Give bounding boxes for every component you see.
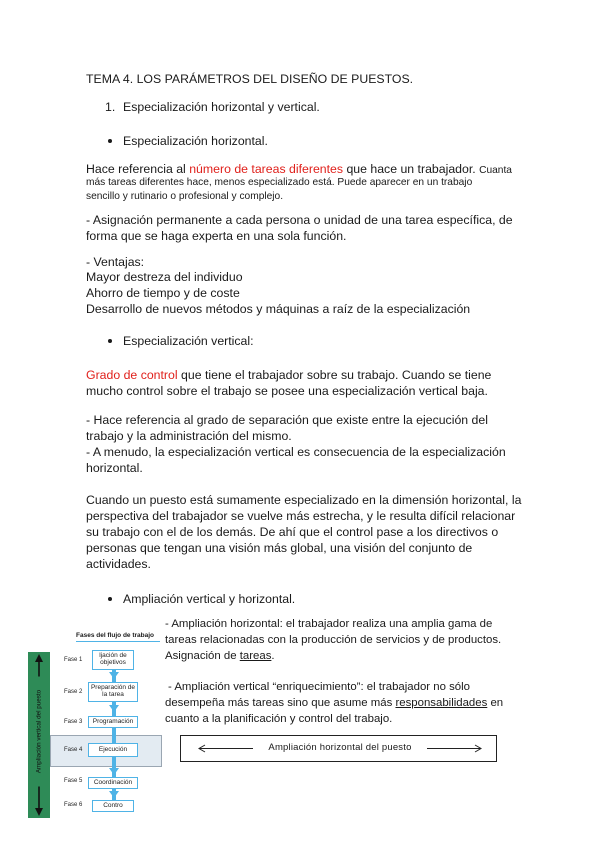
down-arrow-icon xyxy=(109,768,119,775)
phase-box: ljación de objetivos xyxy=(92,650,134,670)
diagram-heading: Fases del flujo de trabajo xyxy=(76,632,155,639)
p5-line2: trabajo y la administración del mismo. xyxy=(86,429,292,443)
fase-label: Fase 4 xyxy=(64,747,83,753)
fase-label: Fase 2 xyxy=(64,689,83,695)
horizontal-enlargement-box xyxy=(180,735,497,762)
p3-line4: Desarrollo de nuevos métodos y máquinas a raíz de la especialización xyxy=(86,302,471,316)
phase-box: Contro xyxy=(92,800,134,812)
bullet-icon xyxy=(108,339,112,343)
fase-label: Fase 1 xyxy=(64,657,83,663)
p7-text-a: Asignación de xyxy=(165,650,240,662)
p1-line2: más tareas diferentes hace, menos especializado está. Puede aparecer en un trabajo xyxy=(86,177,473,188)
p4-line2: mucho control sobre el trabajo se posee una especialización vertical baja. xyxy=(86,384,488,398)
p6-line1: Cuando un puesto está sumamente especializado en la dimensión horizontal, la xyxy=(86,493,522,507)
p2-line2: forma que se haga experta en una sola función. xyxy=(86,229,347,243)
fase-label: Fase 5 xyxy=(64,778,83,784)
horizontal-enlargement-label: Ampliación horizontal del puesto xyxy=(268,742,412,753)
p5-line1: - Hace referencia al grado de separación que existe entre la ejecución del xyxy=(86,413,488,427)
fase-label: Fase 3 xyxy=(64,719,83,725)
p8-line2 xyxy=(165,696,503,711)
section-number: 1. xyxy=(105,100,116,114)
p2-line1: - Asignación permanente a cada persona o unidad de una tarea específica, de xyxy=(86,213,513,227)
p8-underlined: responsabilidades xyxy=(395,697,488,709)
p5-line3: - A menudo, la especialización vertical es consecuencia de la especialización xyxy=(86,445,506,459)
p4-line1 xyxy=(86,367,491,383)
phase-box: Preparación de la tarea xyxy=(88,682,138,702)
diagram-heading-rule xyxy=(76,641,160,642)
p4-text-b: que tiene el trabajador sobre su trabajo. Cuando se tiene xyxy=(177,368,492,382)
bullet-vertical: Especialización vertical: xyxy=(123,334,254,348)
p7-text-c: . xyxy=(271,650,275,662)
page-title: TEMA 4. LOS PARÁMETROS DEL DISEÑO DE PUESTOS. xyxy=(86,72,414,86)
p8-text-a: desempeña más tareas sino que asume más xyxy=(165,697,396,709)
p6-line3: su trabajo con el de los demás. De ahí que el control pase a los directivos o xyxy=(86,525,499,539)
p3-line2: Mayor destreza del individuo xyxy=(86,270,243,284)
p8-line1: - Ampliación vertical “enriquecimiento”: el trabajador no sólo xyxy=(168,681,470,693)
fase-label: Fase 6 xyxy=(64,802,83,808)
bullet-ampliacion: Ampliación vertical y horizontal. xyxy=(123,592,296,606)
vertical-band-label: Ampliación vertical del puesto xyxy=(36,677,43,787)
p1-line3: sencillo y rutinario o profesional y complejo. xyxy=(86,191,284,202)
phase-box: Programación xyxy=(88,716,138,728)
p7-line1: - Ampliación horizontal: el trabajador realiza una amplia gama de xyxy=(165,618,493,630)
p7-line2: tareas relacionadas con la producción de servicios y de productos. xyxy=(165,634,502,646)
bullet-icon xyxy=(108,597,112,601)
phase-box: Ejecución xyxy=(88,743,138,757)
p6-line2: perspectiva del trabajador se vuelve más estrecha, y le resulta difícil relacionar xyxy=(86,509,516,523)
p1-highlight: número de tareas diferentes xyxy=(189,162,344,176)
section-heading: Especialización horizontal y vertical. xyxy=(123,100,320,114)
p1-text-d: Cuanta xyxy=(479,165,512,176)
p1-text-c: que hace un trabajador. xyxy=(343,162,476,176)
down-arrow-icon xyxy=(109,672,119,679)
bullet-horizontal: Especialización horizontal. xyxy=(123,134,268,148)
down-arrow-icon xyxy=(109,791,119,798)
p5-line4: horizontal. xyxy=(86,461,143,475)
p7-underlined: tareas xyxy=(239,650,272,662)
p8-line3: cuanto a la planificación y control del trabajo. xyxy=(165,713,393,725)
p7-line3 xyxy=(165,649,275,664)
p4-highlight: Grado de control xyxy=(86,368,178,382)
p3-line3: Ahorro de tiempo y de coste xyxy=(86,286,240,300)
workflow-diagram xyxy=(28,630,164,820)
p6-line5: actividades. xyxy=(86,557,151,571)
p3-line1: - Ventajas: xyxy=(86,255,145,269)
p1-text-a: Hace referencia al xyxy=(86,162,190,176)
bullet-icon xyxy=(108,139,112,143)
down-arrow-icon xyxy=(109,705,119,712)
p6-line4: personas que tengan una visión más global, una visión del conjunto de xyxy=(86,541,473,555)
p8-text-c: en xyxy=(487,697,504,709)
phase-box: Coordinación xyxy=(88,777,138,789)
